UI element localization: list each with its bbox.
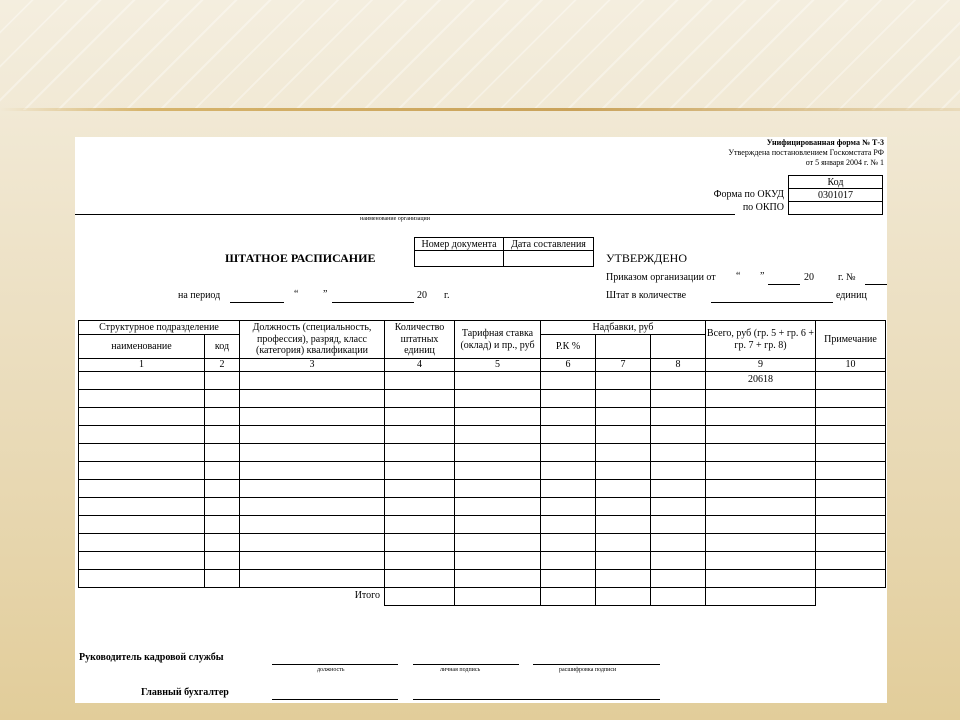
approved-by-label: Утверждена постановлением Госкомстата РФ <box>728 148 884 157</box>
table-cell[interactable] <box>205 408 240 426</box>
table-cell[interactable] <box>706 408 816 426</box>
table-cell[interactable] <box>541 462 596 480</box>
column-number-2: 2 <box>205 359 240 372</box>
staff-count-line[interactable] <box>711 302 833 303</box>
table-cell[interactable] <box>541 390 596 408</box>
staff-count-header: Количество штатных единиц <box>385 321 455 359</box>
table-cell[interactable] <box>455 462 541 480</box>
table-cell[interactable] <box>455 408 541 426</box>
table-cell[interactable] <box>385 534 455 552</box>
table-cell[interactable] <box>651 444 706 462</box>
order-label: Приказом организации от <box>606 272 716 283</box>
hr-position-line[interactable] <box>272 664 398 665</box>
okpo-label: по ОКПО <box>742 202 784 213</box>
table-cell[interactable] <box>541 426 596 444</box>
table-cell[interactable] <box>240 426 385 444</box>
decoding-caption: расшифровка подписи <box>559 667 617 673</box>
column-number-6: 6 <box>541 359 596 372</box>
table-cell[interactable] <box>455 480 541 498</box>
table-cell[interactable] <box>541 408 596 426</box>
table-cell[interactable] <box>455 534 541 552</box>
table-cell[interactable] <box>205 372 240 390</box>
table-cell[interactable] <box>651 462 706 480</box>
table-cell[interactable] <box>816 534 886 552</box>
table-cell[interactable] <box>706 516 816 534</box>
table-cell[interactable] <box>455 516 541 534</box>
table-cell[interactable] <box>79 462 205 480</box>
table-cell[interactable] <box>455 498 541 516</box>
background-divider <box>0 108 960 111</box>
table-cell[interactable] <box>240 390 385 408</box>
table-row <box>79 570 886 588</box>
allowance-header-7 <box>596 335 651 359</box>
table-cell[interactable] <box>541 444 596 462</box>
table-cell[interactable] <box>651 552 706 570</box>
table-cell[interactable] <box>541 552 596 570</box>
code-header: Код <box>788 175 883 189</box>
order-year-suffix: г. № <box>838 272 856 283</box>
column-number-1: 1 <box>79 359 205 372</box>
table-cell[interactable] <box>205 498 240 516</box>
table-cell[interactable] <box>385 480 455 498</box>
table-cell[interactable] <box>385 498 455 516</box>
hr-decoding-line[interactable] <box>533 664 660 665</box>
accountant-decoding-line[interactable] <box>413 699 660 700</box>
table-cell[interactable] <box>455 552 541 570</box>
organization-name-line[interactable] <box>75 214 735 215</box>
table-cell[interactable] <box>541 534 596 552</box>
table-cell[interactable] <box>240 462 385 480</box>
table-cell[interactable] <box>706 498 816 516</box>
table-cell[interactable] <box>455 390 541 408</box>
staff-table <box>78 320 886 606</box>
table-cell[interactable] <box>541 516 596 534</box>
table-row <box>79 372 886 390</box>
table-cell[interactable] <box>706 534 816 552</box>
table-row <box>79 516 886 534</box>
table-cell[interactable] <box>816 426 886 444</box>
table-cell[interactable] <box>816 498 886 516</box>
hr-head-label: Руководитель кадровой службы <box>79 652 224 663</box>
doc-date-field[interactable] <box>503 250 594 267</box>
unit-code-header: код <box>205 335 240 359</box>
table-cell[interactable] <box>240 570 385 588</box>
allowances-header: Надбавки, руб <box>541 321 706 335</box>
okud-value[interactable]: 0301017 <box>788 188 883 202</box>
table-cell[interactable] <box>651 372 706 390</box>
signature-caption: личная подпись <box>440 667 481 673</box>
okpo-value[interactable] <box>788 201 883 215</box>
unit-name-header: наименование <box>79 335 205 359</box>
position-caption: должность <box>317 667 345 673</box>
table-cell[interactable] <box>240 516 385 534</box>
table-cell[interactable] <box>79 498 205 516</box>
table-row <box>79 390 886 408</box>
table-cell[interactable] <box>651 426 706 444</box>
table-cell[interactable] <box>541 570 596 588</box>
table-cell[interactable] <box>385 570 455 588</box>
table-cell[interactable] <box>706 552 816 570</box>
chief-accountant-label: Главный бухгалтер <box>141 687 229 698</box>
table-cell[interactable] <box>240 480 385 498</box>
table-cell[interactable] <box>79 390 205 408</box>
total-cell-9[interactable] <box>706 588 816 606</box>
table-cell[interactable] <box>385 462 455 480</box>
total-cell-7[interactable] <box>596 588 651 606</box>
table-cell[interactable] <box>205 462 240 480</box>
table-cell[interactable] <box>240 444 385 462</box>
table-cell[interactable] <box>651 390 706 408</box>
structural-unit-header: Структурное подразделение <box>79 321 240 335</box>
table-cell[interactable] <box>205 552 240 570</box>
table-cell[interactable] <box>706 444 816 462</box>
table-cell[interactable] <box>706 390 816 408</box>
table-cell[interactable] <box>541 480 596 498</box>
table-cell[interactable] <box>385 552 455 570</box>
table-cell[interactable] <box>455 426 541 444</box>
table-cell[interactable] <box>651 534 706 552</box>
order-quote-close: ” <box>760 271 765 282</box>
column-number-4: 4 <box>385 359 455 372</box>
table-cell[interactable]: 20618 <box>706 372 816 390</box>
staff-units-label: единиц <box>836 290 867 301</box>
table-cell[interactable] <box>816 390 886 408</box>
approved-date-label: от 5 января 2004 г. № 1 <box>805 158 884 167</box>
table-cell[interactable] <box>79 480 205 498</box>
table-cell[interactable] <box>205 516 240 534</box>
table-cell[interactable] <box>596 408 651 426</box>
table-cell[interactable] <box>205 390 240 408</box>
column-number-10: 10 <box>816 359 886 372</box>
column-number-8: 8 <box>651 359 706 372</box>
table-cell[interactable] <box>79 444 205 462</box>
background-decoration <box>0 0 960 110</box>
table-cell[interactable] <box>79 408 205 426</box>
unified-form-label: Унифицированная форма № Т-3 <box>766 138 884 147</box>
order-number-line[interactable] <box>865 284 887 285</box>
organization-caption: наименование организации <box>360 216 430 222</box>
table-cell[interactable] <box>651 408 706 426</box>
table-row <box>79 552 886 570</box>
period-year-suffix: г. <box>444 290 450 301</box>
doc-number-header: Номер документа <box>414 237 504 251</box>
table-cell[interactable] <box>541 372 596 390</box>
table-cell[interactable] <box>79 372 205 390</box>
total-header: Всего, руб (гр. 5 + гр. 6 + гр. 7 + гр. 8) <box>706 321 816 359</box>
table-cell[interactable] <box>385 390 455 408</box>
total-label: Итого <box>354 590 380 601</box>
table-cell[interactable] <box>79 516 205 534</box>
table-cell[interactable] <box>205 444 240 462</box>
table-cell[interactable] <box>706 462 816 480</box>
table-cell[interactable] <box>706 570 816 588</box>
table-cell[interactable] <box>385 444 455 462</box>
table-cell[interactable] <box>651 480 706 498</box>
position-header: Должность (специальность, профессия), разряд, класс (категория) квалификации <box>240 321 385 359</box>
table-cell[interactable] <box>385 372 455 390</box>
table-cell[interactable] <box>79 426 205 444</box>
table-row <box>79 426 886 444</box>
table-row <box>79 480 886 498</box>
table-cell[interactable] <box>79 534 205 552</box>
table-cell[interactable] <box>596 372 651 390</box>
table-cell[interactable] <box>596 570 651 588</box>
table-cell[interactable] <box>455 570 541 588</box>
table-cell[interactable] <box>205 534 240 552</box>
table-cell[interactable] <box>79 570 205 588</box>
total-cell-5[interactable] <box>455 588 541 606</box>
table-cell[interactable] <box>596 462 651 480</box>
column-number-7: 7 <box>596 359 651 372</box>
table-cell[interactable] <box>816 408 886 426</box>
table-cell[interactable] <box>596 480 651 498</box>
period-day-line[interactable] <box>230 302 284 303</box>
total-cell-4[interactable] <box>385 588 455 606</box>
column-number-3: 3 <box>240 359 385 372</box>
table-cell[interactable] <box>240 498 385 516</box>
table-cell[interactable] <box>816 516 886 534</box>
total-cell-8[interactable] <box>651 588 706 606</box>
period-label: на период <box>178 290 221 301</box>
table-cell[interactable] <box>706 426 816 444</box>
table-cell[interactable] <box>240 552 385 570</box>
total-cell-empty <box>816 588 886 606</box>
document-title: ШТАТНОЕ РАСПИСАНИЕ <box>225 251 376 265</box>
table-cell[interactable] <box>596 552 651 570</box>
table-cell[interactable] <box>651 516 706 534</box>
table-cell[interactable] <box>816 552 886 570</box>
staff-schedule-form <box>75 137 887 703</box>
table-cell[interactable] <box>596 390 651 408</box>
table-row <box>79 444 886 462</box>
table-cell[interactable] <box>205 570 240 588</box>
order-year-prefix: 20 <box>804 272 814 283</box>
table-cell[interactable] <box>541 498 596 516</box>
table-cell[interactable] <box>596 444 651 462</box>
table-row <box>79 534 886 552</box>
table-cell[interactable] <box>240 372 385 390</box>
order-month-line[interactable] <box>768 284 800 285</box>
period-quote-open: “ <box>294 289 299 300</box>
table-cell[interactable] <box>455 444 541 462</box>
table-cell[interactable] <box>651 498 706 516</box>
period-quote-close: ” <box>323 289 328 300</box>
table-cell[interactable] <box>240 534 385 552</box>
table-cell[interactable] <box>240 408 385 426</box>
period-month-line[interactable] <box>332 302 414 303</box>
column-number-5: 5 <box>455 359 541 372</box>
table-cell[interactable] <box>79 552 205 570</box>
column-number-9: 9 <box>706 359 816 372</box>
table-cell[interactable] <box>385 408 455 426</box>
table-cell[interactable] <box>385 426 455 444</box>
allowance-header-8 <box>651 335 706 359</box>
table-cell[interactable] <box>816 462 886 480</box>
total-cell-6[interactable] <box>541 588 596 606</box>
table-cell[interactable] <box>816 480 886 498</box>
doc-date-header: Дата составления <box>503 237 594 251</box>
table-cell[interactable] <box>596 498 651 516</box>
period-year-prefix: 20 <box>417 290 427 301</box>
accountant-signature-line[interactable] <box>272 699 398 700</box>
table-cell[interactable] <box>205 426 240 444</box>
approved-label: УТВЕРЖДЕНО <box>606 251 688 265</box>
table-cell[interactable] <box>816 372 886 390</box>
tariff-header: Тарифная ставка (оклад) и пр., руб <box>455 321 541 359</box>
table-row <box>79 462 886 480</box>
hr-signature-line[interactable] <box>413 664 519 665</box>
staff-count-label: Штат в количестве <box>606 290 687 301</box>
okud-label: Форма по ОКУД <box>713 189 784 200</box>
table-cell[interactable] <box>596 516 651 534</box>
table-cell[interactable] <box>816 570 886 588</box>
table-cell[interactable] <box>205 480 240 498</box>
order-quote-open: “ <box>736 271 741 282</box>
table-row <box>79 498 886 516</box>
table-cell[interactable] <box>385 516 455 534</box>
table-cell[interactable] <box>596 534 651 552</box>
table-cell[interactable] <box>816 444 886 462</box>
doc-number-field[interactable] <box>414 250 504 267</box>
table-cell[interactable] <box>596 426 651 444</box>
table-cell[interactable] <box>651 570 706 588</box>
table-cell[interactable] <box>706 480 816 498</box>
table-row <box>79 408 886 426</box>
table-cell[interactable] <box>455 372 541 390</box>
note-header: Примечание <box>816 321 886 359</box>
rk-header: Р.К % <box>541 335 596 359</box>
